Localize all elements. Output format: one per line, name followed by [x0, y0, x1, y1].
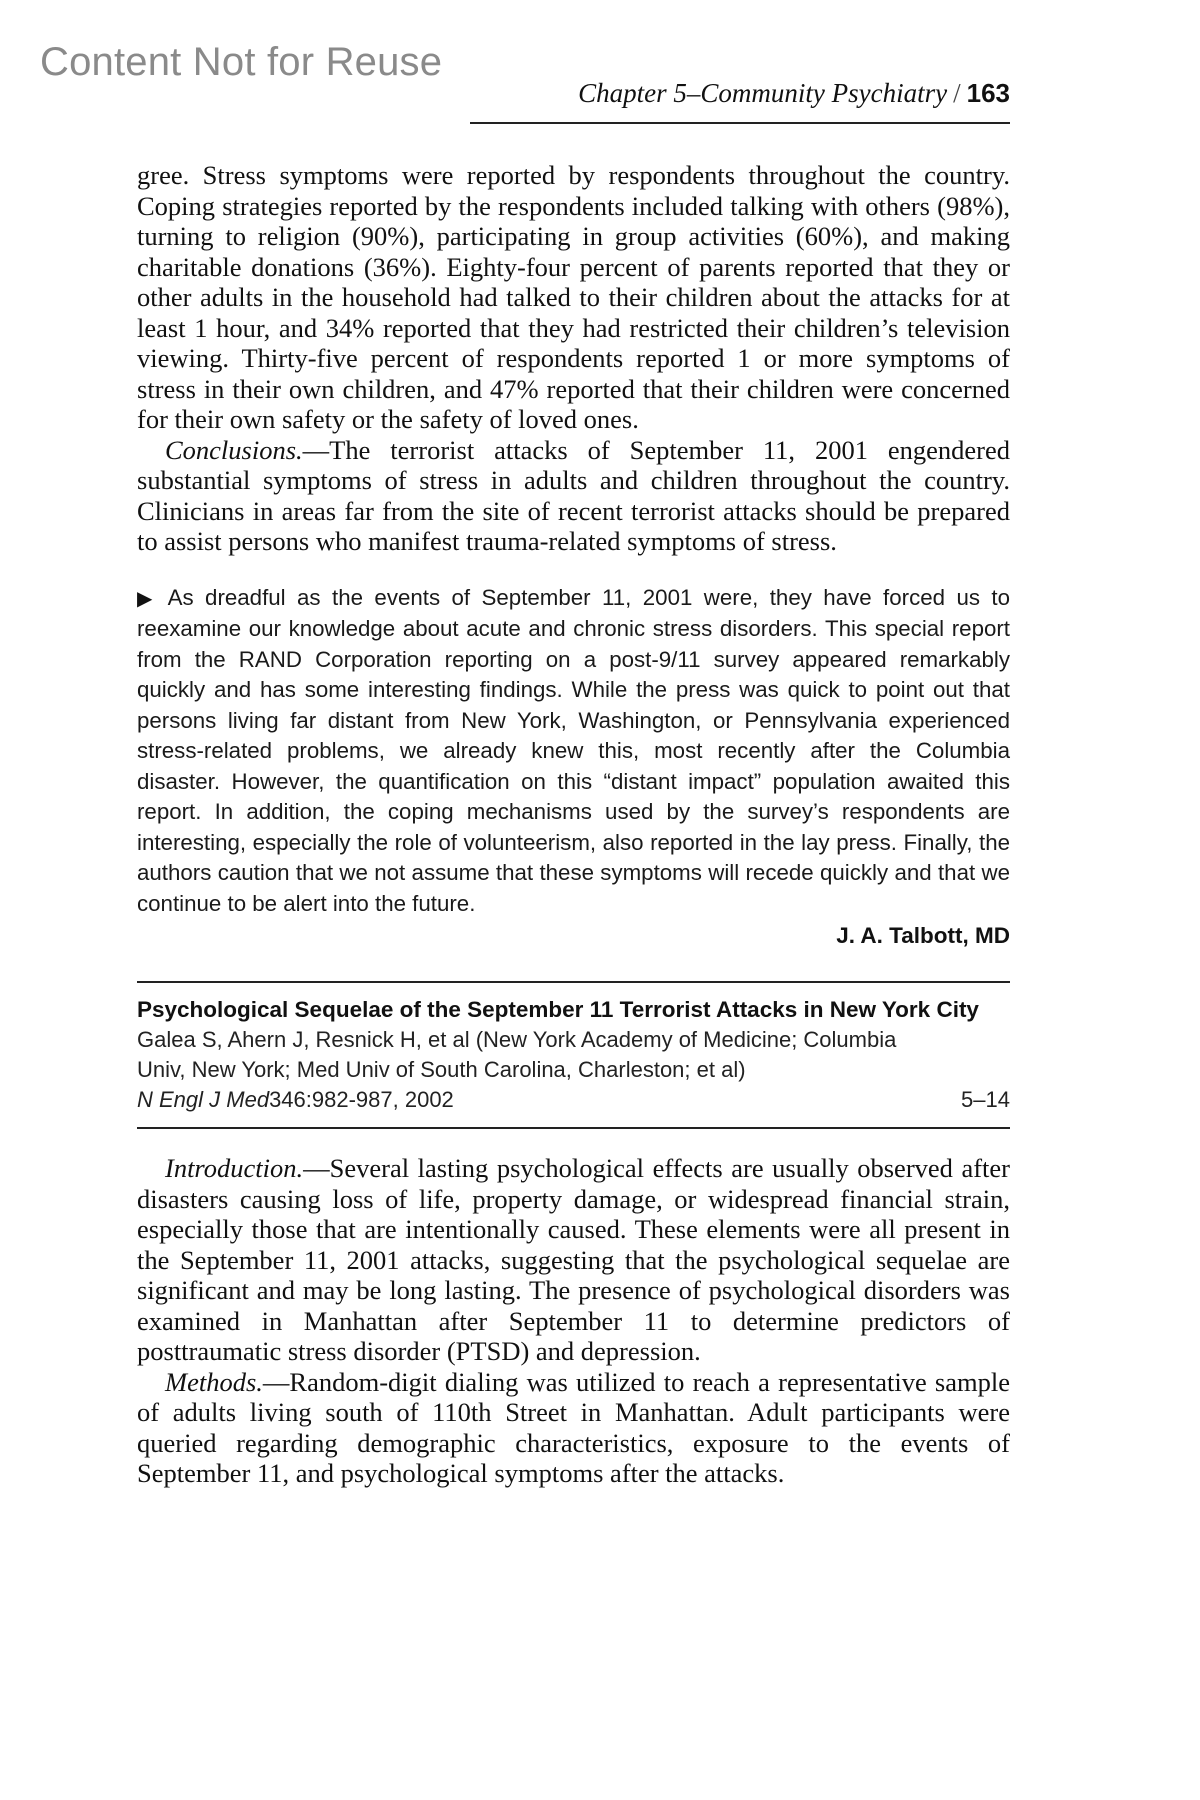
page-number: 163	[966, 78, 1010, 108]
article-number: 5–14	[961, 1087, 1010, 1112]
introduction-label: Introduction.	[165, 1153, 304, 1183]
introduction-paragraph	[137, 1153, 1010, 1367]
article-title: Psychological Sequelae of the September 11 Terrorist Attacks in New York City	[137, 997, 979, 1022]
article-affiliations: Univ, New York; Med Univ of South Carolina, Charleston; et al)	[137, 1057, 746, 1082]
conclusions-paragraph	[137, 435, 1010, 557]
running-head-separator: /	[953, 78, 961, 108]
commentary-author: J. A. Talbott, MD	[836, 923, 1010, 948]
page-content	[137, 160, 1010, 1489]
journal-name: N Engl J Med	[137, 1087, 270, 1112]
article-authors: Galea S, Ahern J, Resnick H, et al (New York Academy of Medicine; Columbia	[137, 1027, 897, 1052]
watermark: Content Not for Reuse	[40, 40, 443, 84]
commentary-text: As dreadful as the events of September 11, 2001 were, they have forced us to reexamine our knowledge about acute and chronic stress disorders. This special report from the RAND Corporation reporting on a post-9/11 survey appeared remarkably quickly and has some interesting findings. While the press was quick to point out that persons living far distant from New York, Washington, or Pennsylvania experienced stress-related problems, we already knew this, most recently after the Columbia disaster. However, the quantification on this “distant impact” population awaited this report. In addition, the coping mechanisms used by the survey’s respondents are interesting, especially the role of volunteerism, also reported in the lay press. Finally, the authors caution that we not assume that these symptoms will recede quickly and that we continue to be alert into the future.	[137, 584, 1010, 916]
journal-citation	[137, 1085, 454, 1115]
chapter-title: Chapter 5–Community Psychiatry	[578, 78, 948, 108]
methods-label: Methods.	[165, 1366, 263, 1397]
conclusions-label: Conclusions.	[165, 434, 303, 465]
results-continued-paragraph: gree. Stress symptoms were reported by respondents throughout the country. Coping strategies reported by the respondents included talking with others (98%), turning to religion (90%), participating in group activities (60%), and making charitable donations (36%). Eighty-four percent of parents reported that they or other adults in the household had talked to their children about the attacks for at least 1 hour, and 34% reported that they had restricted their children’s television viewing. Thirty-five percent of respondents reported 1 or more symptoms of stress in their own children, and 47% reported that their children were concerned for their own safety or the safety of loved ones.	[137, 160, 1010, 434]
header-rule	[470, 122, 1010, 124]
introduction-text: —Several lasting psychological effects are usually observed after disasters causing loss of life, property damage, or widespread financial strain, especially those that are intentionally caused. These elements were all present in the September 11, 2001 attacks, suggesting that the psychological sequelae are significant and may be long lasting. The presence of psychological disorders was examined in Manhattan after September 11 to determine predictors of posttraumatic stress disorder (PTSD) and depression.	[137, 1153, 1010, 1366]
editorial-commentary	[137, 583, 1010, 920]
commentary-arrow-icon: ▶	[137, 587, 158, 610]
methods-paragraph	[137, 1367, 1010, 1489]
article-abstract	[137, 1153, 1010, 1489]
running-head	[470, 78, 1010, 109]
methods-text: —Random-digit dialing was utilized to reach a representative sample of adults living south of 110th Street in Manhattan. Adult participants were queried regarding demographic characteristics, exposure to the events of September 11, and psychological symptoms after the attacks.	[137, 1366, 1010, 1488]
article-citation	[137, 981, 1010, 1129]
conclusions-text: —The terrorist attacks of September 11, 2001 engendered substantial symptoms of stress in adults and children throughout the country. Clinicians in areas far from the site of recent terrorist attacks should be prepared to assist persons who manifest trauma-related symptoms of stress.	[137, 434, 1010, 556]
journal-reference	[137, 1085, 1010, 1115]
journal-volume-pages: 346:982-987, 2002	[269, 1087, 454, 1112]
